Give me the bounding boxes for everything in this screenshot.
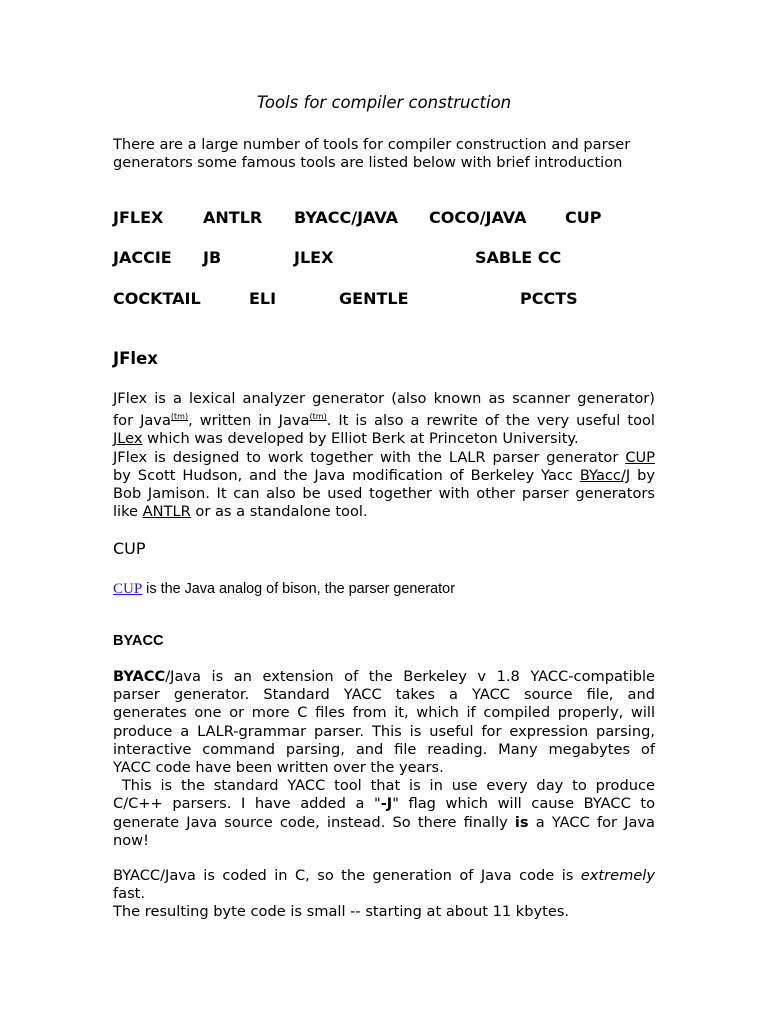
- tool-byacc-java: BYACC/JAVA: [294, 208, 399, 227]
- tool-jflex: JFLEX: [113, 208, 164, 227]
- cup-blue-link[interactable]: CUP: [113, 581, 143, 597]
- jflex-line: JLex which was developed by Elliot Berk at Princeton University.: [113, 430, 579, 448]
- jflex-line: JFlex is a lexical analyzer generator (also known as scanner generator): [113, 390, 655, 407]
- tool-coco-java: COCO/JAVA: [429, 208, 527, 227]
- antlr-link[interactable]: ANTLR: [142, 503, 191, 521]
- page-title: Tools for compiler construction: [256, 93, 512, 112]
- tool-jaccie: JACCIE: [113, 248, 172, 267]
- jlex-link[interactable]: JLex: [113, 430, 143, 448]
- byacc-line: YACC code have been written over the years.: [113, 759, 444, 777]
- tool-gentle: GENTLE: [339, 289, 409, 308]
- byacc-line: BYACC/Java is an extension of the Berkeley v 1.8 YACC-compatible: [113, 668, 655, 685]
- intro-paragraph: [113, 136, 655, 172]
- jflex-line: JFlex is designed to work together with the LALR parser generator CUP: [113, 448, 655, 466]
- byacc-line: BYACC/Java is coded in C, so the generation of Java code is extremely: [113, 867, 655, 884]
- jflex-line: Bob Jamison. It can also be used together with other parser generators: [113, 485, 655, 503]
- jflex-line: like ANTLR or as a standalone tool.: [113, 503, 368, 521]
- tool-sable-cc: SABLE CC: [475, 248, 562, 267]
- byacc-paragraph: [113, 668, 655, 850]
- cup-line: [113, 578, 455, 598]
- cup-description: is the Java analog of bison, the parser generator: [142, 581, 455, 597]
- tool-jlex: JLEX: [294, 248, 334, 267]
- cup-link[interactable]: CUP: [625, 448, 655, 466]
- byacc-line: now!: [113, 831, 149, 849]
- byacc-line: parser generator. Standard YACC takes a YACC source file, and: [113, 686, 655, 704]
- jflex-line: for Java$^{(tm)}$, written in Java$^{(tm)}$. It is also a rewrite of the very useful tool: [113, 412, 655, 430]
- byacc-line: interactive command parsing, and file reading. Many megabytes of: [113, 740, 655, 758]
- jflex-heading: JFlex: [113, 349, 158, 368]
- byacc-line: C/C++ parsers. I have added a "-J" flag which will cause BYACC to: [113, 795, 655, 813]
- cup-heading: CUP: [113, 539, 146, 558]
- byacc-line: produce a LALR-grammar parser. This is useful for expression parsing,: [113, 722, 655, 740]
- intro-line: generators some famous tools are listed below with brief introduction: [113, 154, 623, 172]
- tool-pccts: PCCTS: [520, 289, 578, 308]
- tool-cup: CUP: [565, 208, 602, 227]
- byaccj-link[interactable]: BYacc/J: [579, 466, 631, 484]
- byacc-line: fast.: [113, 885, 146, 903]
- byacc-speed-paragraph: [113, 867, 655, 922]
- tool-eli: ELI: [249, 289, 277, 308]
- intro-line: There are a large number of tools for compiler construction and parser: [113, 136, 631, 153]
- tool-antlr: ANTLR: [203, 208, 263, 227]
- byacc-line: The resulting byte code is small -- starting at about 11 kbytes.: [113, 903, 570, 921]
- tool-cocktail: COCKTAIL: [113, 289, 201, 308]
- byacc-heading: BYACC: [113, 633, 164, 649]
- byacc-line: This is the standard YACC tool that is in use every day to produce: [113, 777, 655, 795]
- tool-jb: JB: [203, 248, 222, 267]
- jflex-line: by Scott Hudson, and the Java modification of Berkeley Yacc BYacc/J by: [113, 466, 655, 484]
- byacc-line: generate Java source code, instead. So there finally is a YACC for Java: [113, 813, 655, 831]
- byacc-line: generates one or more C files from it, which if compiled properly, will: [113, 704, 655, 722]
- jflex-paragraph: [113, 390, 655, 521]
